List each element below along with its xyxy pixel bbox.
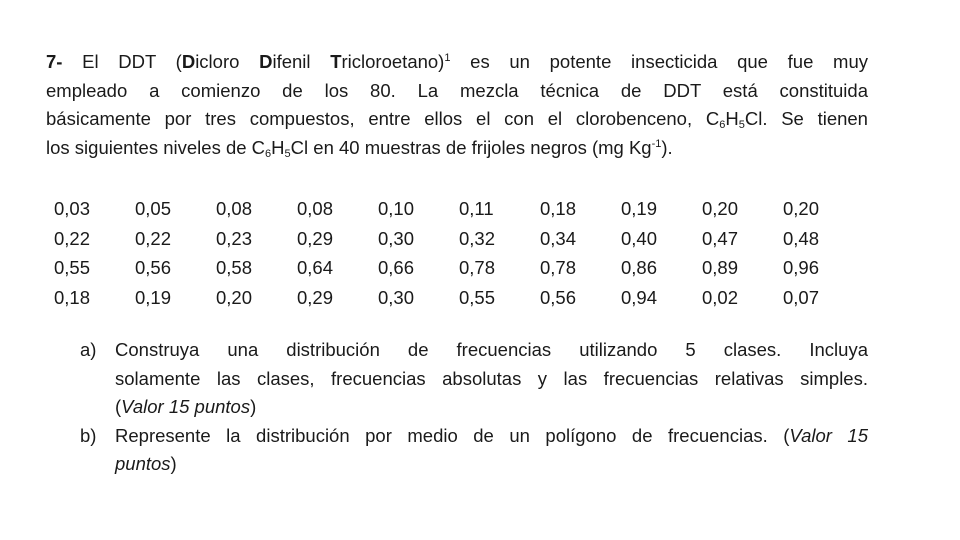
data-value: 0,96 — [783, 257, 820, 278]
data-value: 0,20 — [783, 198, 820, 219]
data-value: 0,78 — [459, 257, 496, 278]
task-a — [80, 336, 868, 422]
data-value: 0,29 — [297, 286, 334, 308]
data-value: 0,48 — [783, 227, 820, 249]
data-value: 0,30 — [378, 286, 415, 308]
data-row — [54, 283, 864, 313]
problem-statement — [46, 48, 868, 162]
data-value: 0,55 — [54, 257, 91, 278]
data-value: 0,18 — [540, 198, 577, 219]
data-row — [54, 253, 864, 283]
data-value: 0,22 — [54, 227, 91, 249]
data-value: 0,56 — [540, 286, 577, 308]
data-value: 0,18 — [54, 286, 91, 308]
data-value: 0,07 — [783, 286, 820, 308]
data-value: 0,03 — [54, 198, 91, 219]
data-value: 0,22 — [135, 227, 172, 249]
problem-line-1: 7- El DDT (Dicloro Difenil Tricloroetano)$^1$ es un potente insecticida que fue muy — [46, 51, 868, 72]
problem-number: 7- — [46, 51, 63, 72]
data-value: 0,78 — [540, 257, 577, 278]
data-value: 0,47 — [702, 227, 739, 249]
data-value: 0,40 — [621, 227, 658, 249]
problem-line-4: los siguientes niveles de $C_6H_5Cl$ en 40 muestras de frijoles negros (mg $Kg^{-1}$). — [46, 136, 673, 160]
data-row — [54, 194, 864, 224]
data-row — [54, 224, 864, 254]
data-value: 0,19 — [621, 198, 658, 219]
problem-line-2: empleado a comienzo de los 80. La mezcla técnica de DDT está constituida — [46, 79, 868, 101]
task-a-text: Construya una distribución de frecuencias utilizando 5 clases. Incluya solamente las clases, frecuencias absolutas y las frecuencias relativas simples. (Valor 15 puntos) — [115, 339, 868, 417]
data-value: 0,11 — [459, 198, 494, 219]
data-value: 0,94 — [621, 286, 658, 308]
data-value: 0,08 — [297, 198, 334, 219]
task-a-letter: a) — [80, 339, 97, 360]
data-value: 0,20 — [216, 286, 253, 308]
task-b-text: Represente la distribución por medio de un polígono de frecuencias. (Valor 15 puntos) — [115, 424, 869, 474]
data-value: 0,89 — [702, 257, 739, 278]
data-value: 0,86 — [621, 257, 658, 278]
data-value: 0,23 — [216, 227, 253, 249]
data-value: 0,10 — [378, 198, 415, 219]
data-value: 0,05 — [135, 198, 172, 219]
data-value: 0,29 — [297, 227, 334, 249]
data-value: 0,56 — [135, 257, 172, 278]
data-value: 0,34 — [540, 227, 577, 249]
data-value: 0,55 — [459, 286, 496, 308]
data-value: 0,19 — [135, 286, 172, 308]
data-values-table — [54, 194, 864, 312]
data-value: 0,08 — [216, 198, 253, 219]
task-b — [80, 422, 868, 479]
task-b-letter: b) — [80, 424, 97, 446]
data-value: 0,02 — [702, 286, 739, 308]
data-value: 0,64 — [297, 257, 334, 278]
data-value: 0,66 — [378, 257, 415, 278]
problem-line-3: básicamente por tres compuestos, entre ellos el con el clorobenceno, $C_6H_5Cl$. Se tienen — [46, 108, 868, 131]
data-value: 0,20 — [702, 198, 739, 219]
data-value: 0,32 — [459, 227, 496, 249]
data-value: 0,30 — [378, 227, 415, 249]
data-value: 0,58 — [216, 257, 253, 278]
task-list — [80, 336, 868, 479]
